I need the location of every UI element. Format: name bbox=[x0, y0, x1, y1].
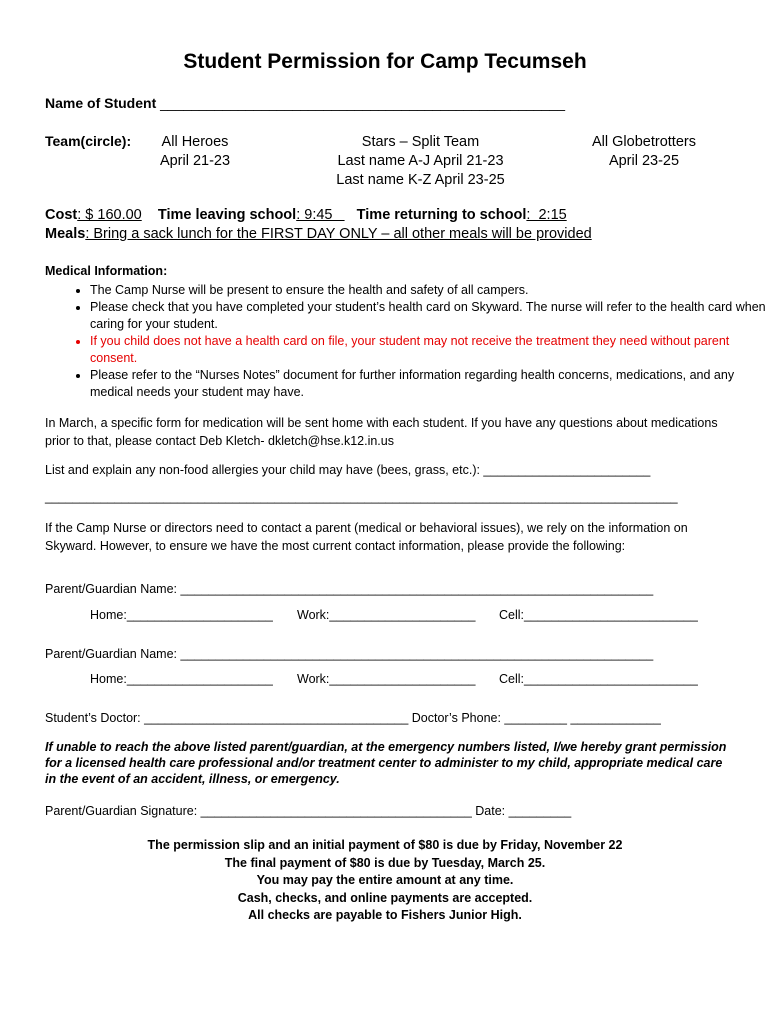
consent-statement: If unable to reach the above listed parent/guardian, at the emergency numbers listed, I/we hereby grant permission for a licensed health care professional and/or treatment center to administer to my child, appropriate medical care in the event of an accident, illness, or emergency. bbox=[45, 740, 727, 786]
cost-label: Cost bbox=[45, 207, 78, 223]
payment-line: Cash, checks, and online payments are accepted. bbox=[237, 890, 533, 905]
payment-line: The permission slip and an initial payment of $80 is due by Friday, November 22 bbox=[147, 838, 623, 852]
returning-label: Time returning to school bbox=[356, 207, 527, 223]
medical-list bbox=[45, 282, 770, 401]
team-option-all-globetrotters[interactable] bbox=[583, 133, 705, 171]
meals-value: : Bring a sack lunch for the FIRST DAY ONLY – all other meals will be provided bbox=[85, 226, 592, 242]
guardian-home-field[interactable]: Home:_____________________ bbox=[90, 672, 273, 686]
team-option-stars[interactable] bbox=[318, 133, 523, 190]
team-name: All Globetrotters bbox=[592, 134, 696, 150]
meals-label: Meals bbox=[45, 226, 86, 242]
cost-value: : $ 160.00 bbox=[77, 207, 142, 223]
student-name-line[interactable]: ____________________________________________________ bbox=[160, 95, 566, 111]
returning-value: : 2:15 bbox=[526, 207, 567, 223]
team-name: Stars – Split Team bbox=[361, 134, 480, 150]
guardian-cell-field[interactable]: Cell:_________________________ bbox=[499, 608, 698, 622]
medical-item: • The Camp Nurse will be present to ensure the health and safety of all campers. bbox=[90, 282, 770, 299]
allergies-line[interactable]: ___________________________________________________________________________________________ bbox=[45, 490, 678, 504]
medical-item: • Please refer to the “Nurses Notes” document for further information regarding health concerns, medications, and any medical needs your student may have. bbox=[90, 367, 770, 401]
team-dates: Last name A-J April 21-23 bbox=[337, 153, 504, 169]
payment-line: All checks are payable to Fishers Junior High. bbox=[248, 908, 522, 922]
meals-row bbox=[45, 226, 592, 242]
page-title: Student Permission for Camp Tecumseh bbox=[183, 50, 587, 73]
contact-intro: If the Camp Nurse or directors need to contact a parent (medical or behavioral issues), we rely on the information on Skyward. However, to ensure we have the most current contact information, please provide the following: bbox=[45, 521, 688, 553]
guardian-name-field[interactable]: Parent/Guardian Name: ____________________________________________________________________ bbox=[45, 582, 654, 596]
medical-heading: Medical Information: bbox=[45, 264, 168, 278]
medication-note: In March, a specific form for medication will be sent home with each student. If you have any questions about medications prior to that, please contact Deb Kletch- dkletch@hse.k12.in.us bbox=[45, 416, 718, 448]
payment-line: You may pay the entire amount at any time. bbox=[256, 873, 514, 887]
team-dates: April 23-25 bbox=[608, 153, 680, 169]
team-dates: Last name K-Z April 23-25 bbox=[336, 172, 505, 188]
guardian-work-field[interactable]: Work:_____________________ bbox=[297, 608, 476, 622]
leaving-value: : 9:45 bbox=[296, 207, 345, 223]
leaving-label: Time leaving school bbox=[157, 207, 297, 223]
logistics-row bbox=[45, 207, 567, 223]
guardian-home-field[interactable]: Home:_____________________ bbox=[90, 608, 273, 622]
allergies-row[interactable]: List and explain any non-food allergies your child may have (bees, grass, etc.): ________________________ bbox=[45, 463, 651, 477]
student-name-row bbox=[45, 95, 565, 111]
team-dates: April 21-23 bbox=[159, 153, 231, 169]
medical-item-warning: • If you child does not have a health card on file, your student may not receive the treatment they need without parent consent. bbox=[90, 333, 770, 367]
medical-item: • Please check that you have completed your student’s health card on Skyward. The nurse will refer to the health card when caring for your student. bbox=[90, 299, 770, 333]
team-name: All Heroes bbox=[161, 134, 229, 150]
payment-line: The final payment of $80 is due by Tuesday, March 25. bbox=[224, 855, 546, 870]
student-name-label: Name of Student bbox=[45, 95, 157, 111]
doctor-row[interactable]: Student’s Doctor: ______________________________________ Doctor’s Phone: _________ _____________ bbox=[45, 711, 661, 725]
guardian-cell-field[interactable]: Cell:_________________________ bbox=[499, 672, 698, 686]
guardian-name-field[interactable]: Parent/Guardian Name: ____________________________________________________________________ bbox=[45, 647, 654, 661]
payment-info bbox=[0, 837, 770, 925]
guardian-work-field[interactable]: Work:_____________________ bbox=[297, 672, 476, 686]
signature-row[interactable]: Parent/Guardian Signature: _______________________________________ Date: _________ bbox=[45, 804, 572, 818]
team-label: Team(circle): bbox=[45, 133, 132, 149]
team-option-all-heroes[interactable] bbox=[150, 133, 240, 171]
